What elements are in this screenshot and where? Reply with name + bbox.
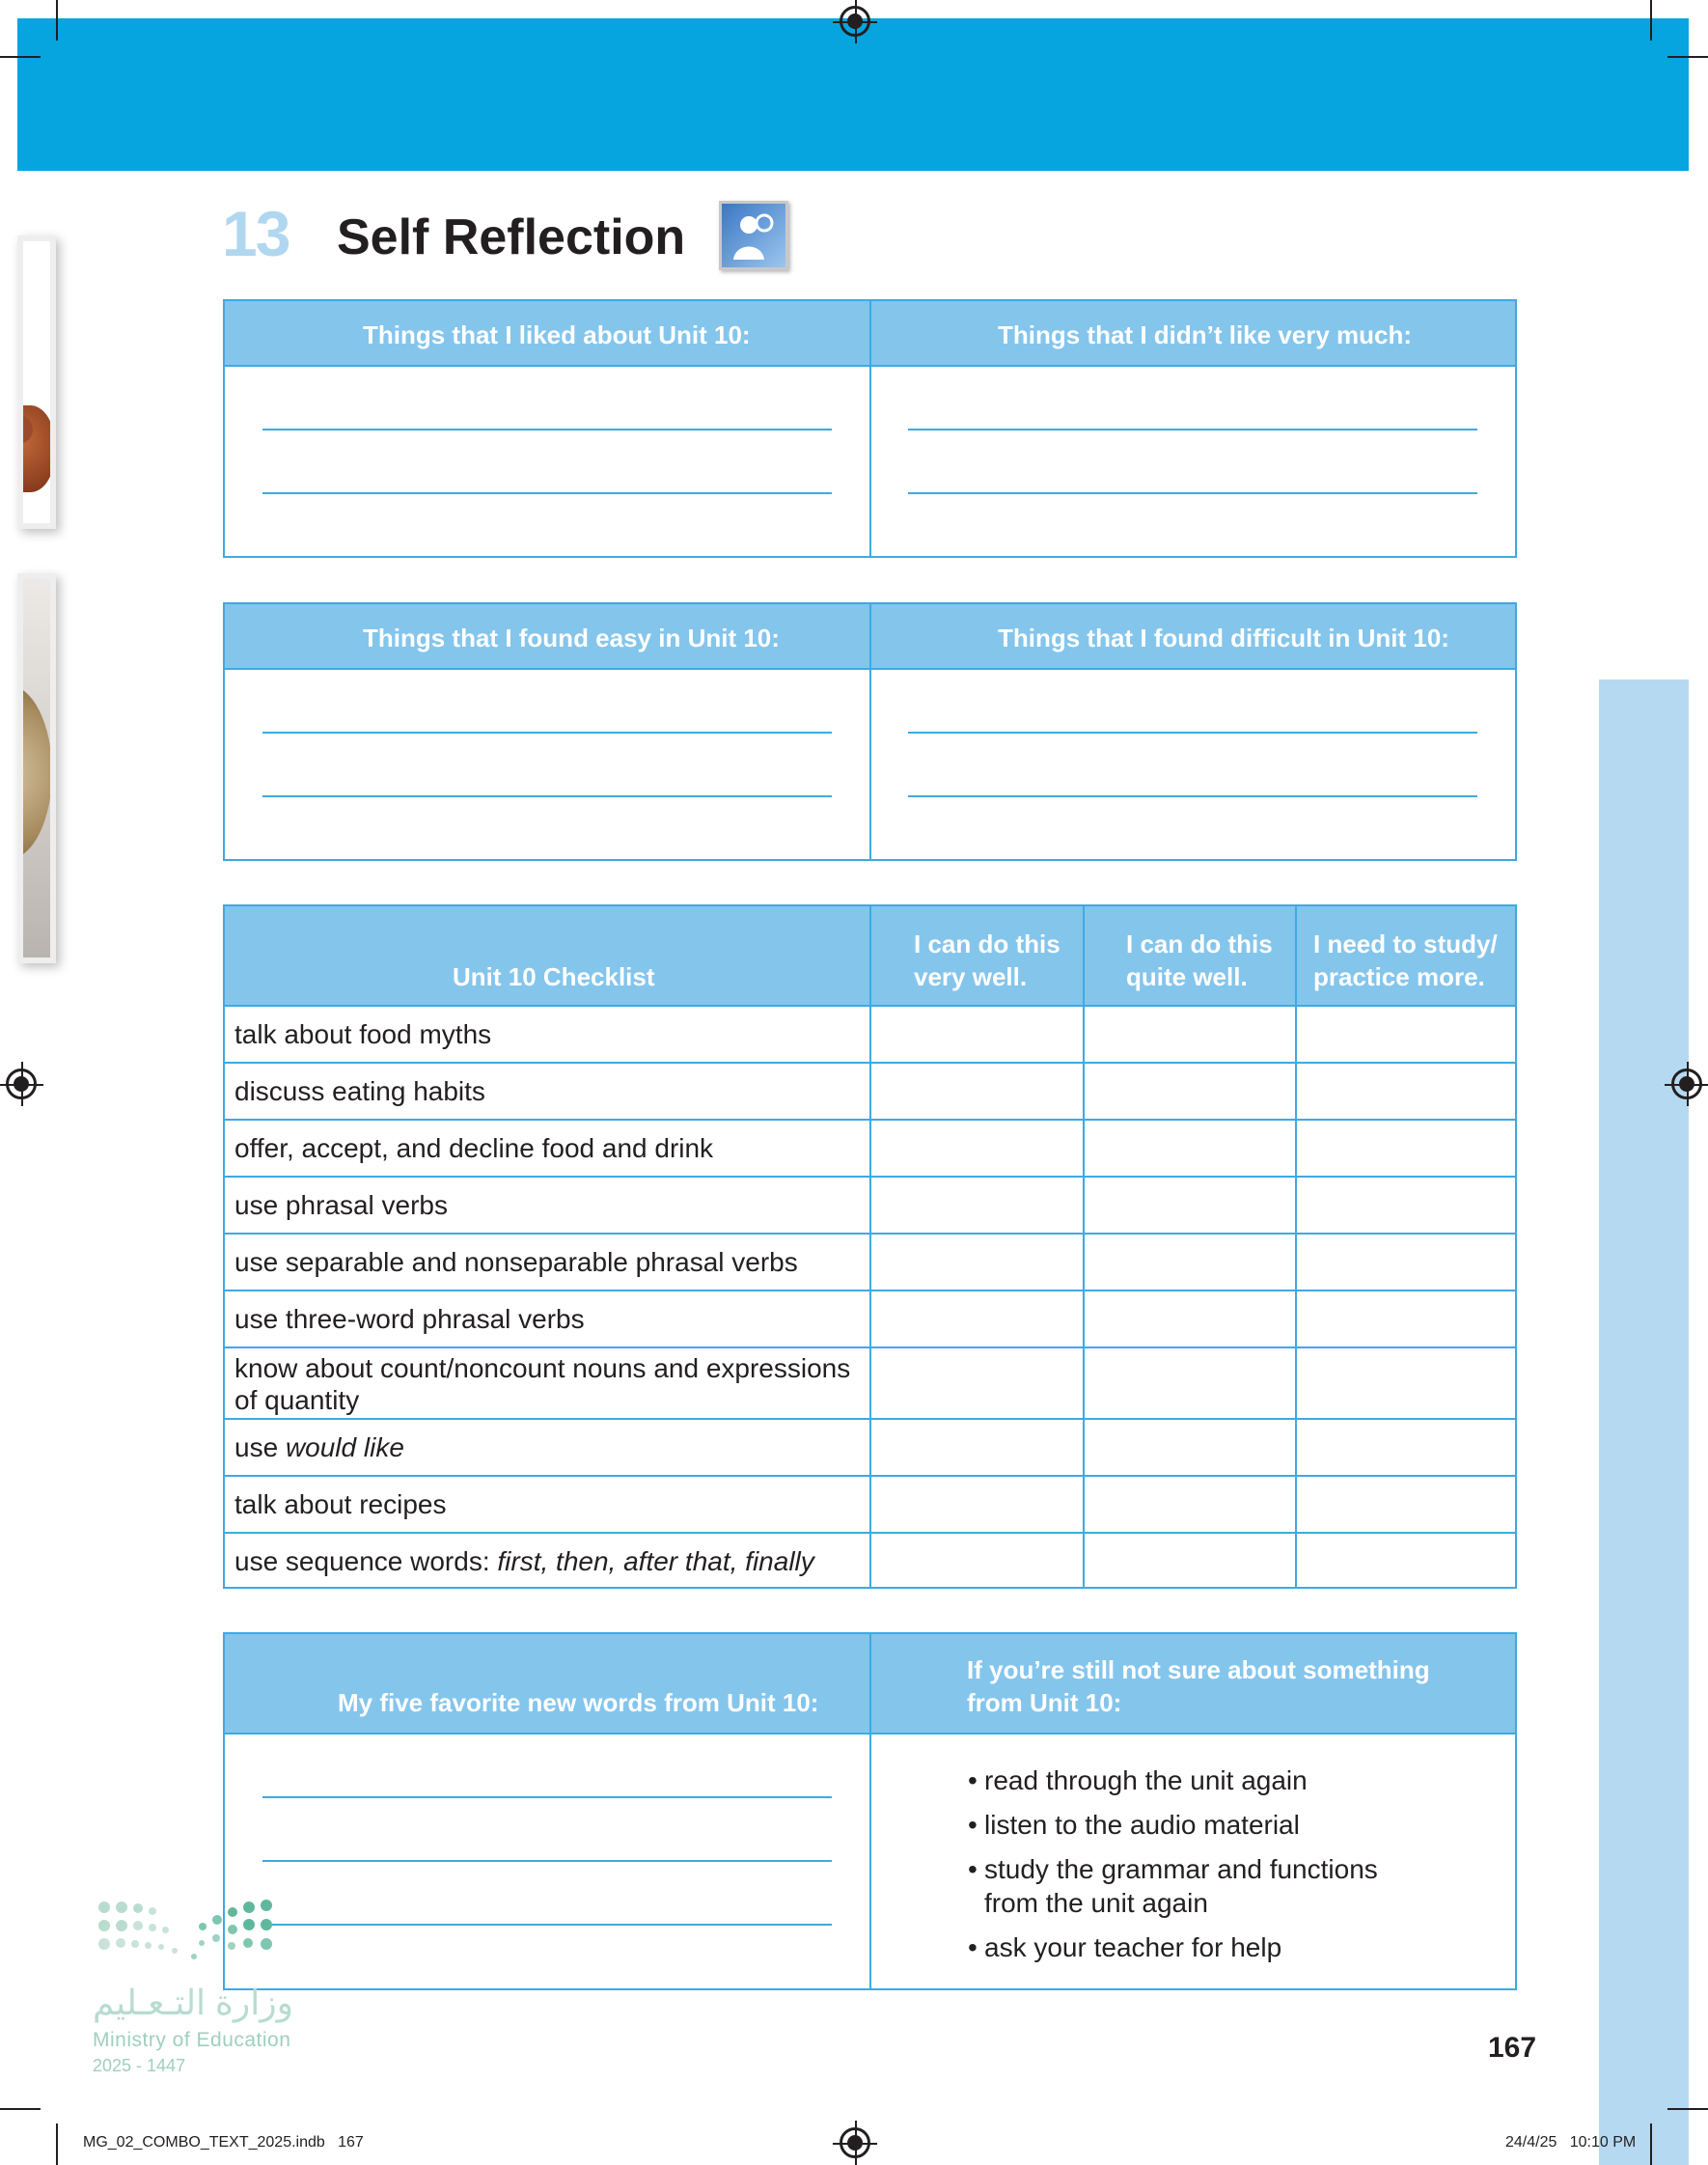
checklist-row[interactable]: use phrasal verbs: [225, 1176, 1515, 1233]
food-photo: [17, 236, 56, 529]
writing-line[interactable]: [262, 492, 832, 494]
ministry-logo: [91, 1894, 313, 2087]
registration-mark-icon: [840, 2127, 870, 2158]
difficult-header: Things that I found difficult in Unit 10:: [998, 624, 1449, 652]
checklist-row[interactable]: use would like: [225, 1418, 1515, 1475]
col-very-well: I can do this very well.: [914, 930, 1061, 991]
liked-panel: [223, 299, 1517, 558]
self-reflection-icon: [719, 201, 788, 270]
crop-mark: [56, 0, 58, 41]
easy-header: Things that I found easy in Unit 10:: [363, 624, 780, 652]
checklist-row[interactable]: talk about food myths: [225, 1005, 1515, 1062]
checklist-row[interactable]: discuss eating habits: [225, 1062, 1515, 1119]
crop-mark: [1650, 0, 1652, 41]
writing-line[interactable]: [908, 732, 1477, 734]
list-item: • study the grammar and functions from the unit again: [968, 1852, 1392, 1920]
registration-mark-icon: [6, 1069, 37, 1099]
slug-file: MG_02_COMBO_TEXT_2025.indb 167: [83, 2134, 364, 2151]
list-item: • ask your teacher for help: [968, 1930, 1508, 1964]
disliked-header: Things that I didn’t like very much:: [998, 320, 1413, 349]
writing-line[interactable]: [908, 492, 1477, 494]
checklist-row[interactable]: talk about recipes: [225, 1475, 1515, 1532]
checklist-row[interactable]: use sequence words: first, then, after that, finally: [225, 1532, 1515, 1589]
writing-line[interactable]: [262, 1924, 832, 1926]
section-number: 13: [222, 198, 289, 269]
crop-mark: [56, 2123, 58, 2165]
list-item: • read through the unit again: [968, 1763, 1508, 1797]
checklist-row[interactable]: know about count/noncount nouns and expressions of quantity: [225, 1346, 1515, 1418]
writing-line[interactable]: [262, 732, 832, 734]
list-item: • listen to the audio material: [968, 1808, 1508, 1842]
writing-line[interactable]: [262, 795, 832, 797]
crop-mark: [1650, 2123, 1652, 2165]
food-photo: [17, 573, 56, 963]
crop-mark: [1667, 2108, 1708, 2110]
logo-years: 2025 - 1447: [93, 2056, 186, 2075]
checklist-row[interactable]: offer, accept, and decline food and drink: [225, 1119, 1515, 1176]
col-quite-well: I can do this quite well.: [1126, 930, 1273, 991]
favorite-words-header: My five favorite new words from Unit 10:: [338, 1688, 819, 1717]
liked-header: Things that I liked about Unit 10:: [363, 320, 751, 349]
writing-line[interactable]: [262, 1860, 832, 1862]
col-need-study: I need to study/ practice more.: [1313, 930, 1498, 991]
registration-mark-icon: [840, 6, 870, 37]
crop-mark: [1667, 56, 1708, 58]
checklist-table: [223, 904, 1517, 1589]
page-title: Self Reflection: [337, 209, 686, 265]
slug-date: 24/4/25 10:10 PM: [1505, 2134, 1637, 2151]
crop-mark: [0, 56, 41, 58]
crop-mark: [0, 2108, 41, 2110]
unsure-header: If you’re still not sure about something from Unit 10:: [967, 1655, 1430, 1717]
words-panel: [223, 1632, 1517, 1990]
registration-mark-icon: [1671, 1069, 1702, 1099]
checklist-title: Unit 10 Checklist: [453, 962, 655, 991]
tips-list: [968, 1763, 1508, 1975]
logo-arabic: وزارة التـعـليم: [93, 1983, 294, 2022]
top-color-band: [17, 18, 1689, 171]
page-number: 167: [1488, 2032, 1537, 2064]
easy-panel: [223, 602, 1517, 861]
logo-english: Ministry of Education: [93, 2029, 291, 2051]
checklist-row[interactable]: use separable and nonseparable phrasal verbs: [225, 1233, 1515, 1290]
side-color-band: [1599, 680, 1689, 2165]
writing-line[interactable]: [262, 429, 832, 430]
writing-line[interactable]: [262, 1796, 832, 1798]
writing-line[interactable]: [908, 795, 1477, 797]
writing-line[interactable]: [908, 429, 1477, 430]
checklist-row[interactable]: use three-word phrasal verbs: [225, 1290, 1515, 1346]
